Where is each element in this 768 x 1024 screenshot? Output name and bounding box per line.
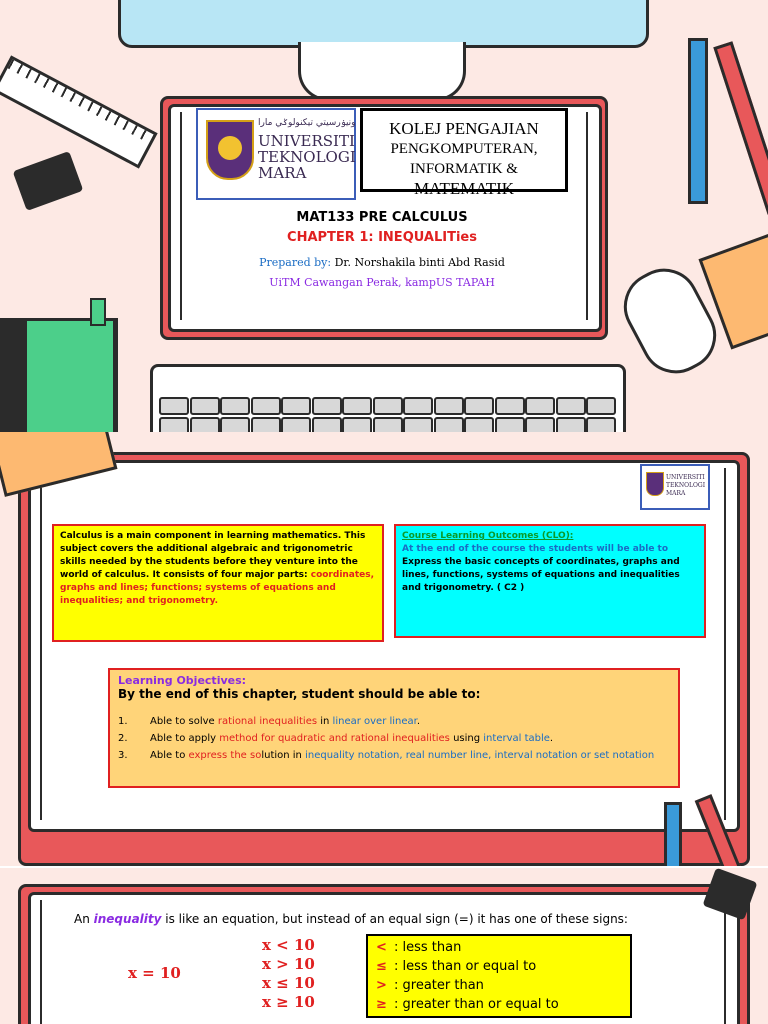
key-icon	[190, 397, 220, 415]
college-line2: PENGKOMPUTERAN, INFORMATIK &	[390, 141, 538, 177]
key-icon	[525, 417, 555, 432]
blue-pencil-icon	[664, 802, 682, 868]
objective-number: 1.	[118, 716, 128, 727]
intro-inequality: inequality	[93, 912, 162, 926]
key-icon	[342, 417, 372, 432]
crest-icon	[646, 472, 664, 496]
inequality-le: x ≤ 10	[262, 974, 315, 992]
sign-row	[376, 976, 622, 995]
objective-part: lution in	[261, 750, 306, 761]
key-icon	[159, 397, 189, 415]
key-icon	[434, 417, 464, 432]
chapter-title: CHAPTER 1: INEQUALITies	[287, 230, 477, 245]
objective-highlight: interval table	[483, 733, 550, 744]
overview-slide	[0, 432, 768, 868]
sign-meaning: : less than or equal to	[394, 959, 537, 974]
key-icon	[342, 397, 372, 415]
sign-symbol: ≥	[376, 997, 387, 1012]
key-icon	[556, 417, 586, 432]
title-slide	[0, 0, 768, 432]
lo-subheading: By the end of this chapter, student should be able to:	[118, 687, 481, 701]
sign-meaning: : less than	[394, 940, 462, 955]
blue-pencil-icon	[688, 38, 708, 204]
key-icon	[556, 397, 586, 415]
sign-symbol: ≤	[376, 959, 387, 974]
key-icon	[312, 417, 342, 432]
key-icon	[403, 397, 433, 415]
sign-meaning: : greater than	[394, 978, 484, 993]
logo-line2: TEKNOLOGI	[258, 148, 356, 166]
monitor-stand	[298, 42, 466, 101]
sign-row	[376, 957, 622, 976]
key-icon	[434, 397, 464, 415]
key-icon	[220, 397, 250, 415]
clo-intro: At the end of the course the students will be able to	[402, 544, 669, 554]
key-icon	[373, 417, 403, 432]
objectives-list	[118, 713, 670, 764]
key-icon	[495, 397, 525, 415]
key-icon	[220, 417, 250, 432]
objective-part: Able to solve	[150, 716, 218, 727]
objective-part: in	[317, 716, 333, 727]
key-icon	[495, 417, 525, 432]
logo-line3: MARA	[258, 164, 307, 182]
sign-row	[376, 995, 622, 1014]
key-icon	[373, 397, 403, 415]
intro-sentence	[74, 912, 714, 926]
inequality-ge: x ≥ 10	[262, 993, 315, 1011]
objective-highlight: method for quadratic and rational inequalities	[219, 733, 450, 744]
objective-part: .	[416, 716, 421, 727]
objective-part: .	[549, 733, 554, 744]
objective-highlight: inequality notation, real number line, interval notation or set notation	[305, 750, 655, 761]
crest-icon	[206, 120, 254, 180]
key-icon	[525, 397, 555, 415]
college-line3: MATEMATIK	[413, 179, 515, 198]
college-name-box	[360, 108, 568, 198]
key-icon	[464, 417, 494, 432]
notebook-icon	[0, 318, 118, 432]
prepared-name: Dr. Norshakila binti Abd Rasid	[334, 256, 505, 269]
lo-heading: Learning Objectives:	[118, 674, 247, 687]
objective-highlight: express the so	[188, 750, 262, 761]
calculus-description-box	[52, 524, 384, 642]
key-icon	[190, 417, 220, 432]
college-line1: KOLEJ PENGAJIAN	[389, 119, 539, 138]
sign-symbol: <	[376, 940, 387, 955]
inequality-gt: x > 10	[262, 955, 315, 973]
key-icon	[586, 397, 616, 415]
objective-highlight: rational inequalities	[217, 716, 318, 727]
clo-box	[394, 524, 706, 638]
logo-line3: MARA	[666, 490, 686, 497]
objective-part: Able to	[150, 750, 189, 761]
ruler-icon	[0, 55, 158, 168]
intro-c: is like an equation, but instead of an equal sign (=) it has one of these signs:	[161, 912, 628, 926]
objective-item	[118, 747, 670, 764]
key-icon	[281, 397, 311, 415]
sign-meaning: : greater than or equal to	[394, 997, 559, 1012]
campus: UiTM Cawangan Perak, kampUS TAPAH	[269, 276, 495, 289]
signs-box	[366, 934, 632, 1018]
binder-clip-icon	[13, 151, 84, 211]
objective-part: using	[449, 733, 484, 744]
intro-a: An	[74, 912, 94, 926]
logo-line1: UNIVERSITI	[258, 132, 355, 150]
objective-highlight: linear over linear	[332, 716, 417, 727]
inequalities-list	[262, 936, 315, 1012]
sign-symbol: >	[376, 978, 387, 993]
key-icon	[403, 417, 433, 432]
objective-number: 3.	[118, 750, 128, 761]
key-icon	[159, 417, 189, 432]
key-icon	[251, 417, 281, 432]
clo-heading: Course Learning Outcomes (CLO):	[402, 531, 574, 541]
signs-list	[376, 938, 622, 1014]
key-icon	[464, 397, 494, 415]
prepared-label: Prepared by:	[259, 256, 332, 269]
objective-item	[118, 713, 670, 730]
learning-objectives-box	[108, 668, 680, 788]
uitm-logo	[196, 108, 356, 200]
objective-number: 2.	[118, 733, 128, 744]
key-icon	[251, 397, 281, 415]
objective-part: Able to apply	[150, 733, 220, 744]
inequality-definition-slide	[0, 868, 768, 1024]
keyboard-icon	[150, 364, 626, 432]
bookmark-icon	[90, 298, 106, 326]
logo-jawi: ونيۏرسيتي تيكنولوݢي مارا	[258, 118, 356, 128]
prepared-by	[180, 256, 584, 269]
course-title: MAT133 PRE CALCULUS	[296, 210, 468, 225]
equation: x = 10	[128, 964, 181, 982]
clo-text: Express the basic concepts of coordinates, graphs and lines, functions, systems of equations and inequalities and trigonometry. ( C2 )	[402, 557, 680, 593]
key-icon	[586, 417, 616, 432]
calculus-text: Calculus is a main component in learning mathematics. This subject covers the additional algebraic and trigonometric skills needed by the students before they venture into the world of calculus. It consists of four major parts:	[60, 531, 366, 580]
sign-row	[376, 938, 622, 957]
key-icon	[312, 397, 342, 415]
uitm-logo-small	[640, 464, 710, 510]
logo-line1: UNIVERSITI	[666, 474, 705, 481]
logo-line2: TEKNOLOGI	[666, 482, 706, 489]
monitor-screen	[118, 0, 649, 48]
calculus-parts: coordinates, graphs and lines; functions; systems of equations and inequalities; and trigonometry.	[60, 570, 375, 606]
inequality-lt: x < 10	[262, 936, 315, 954]
red-pencil-icon	[713, 41, 768, 215]
key-icon	[281, 417, 311, 432]
objective-item	[118, 730, 670, 747]
